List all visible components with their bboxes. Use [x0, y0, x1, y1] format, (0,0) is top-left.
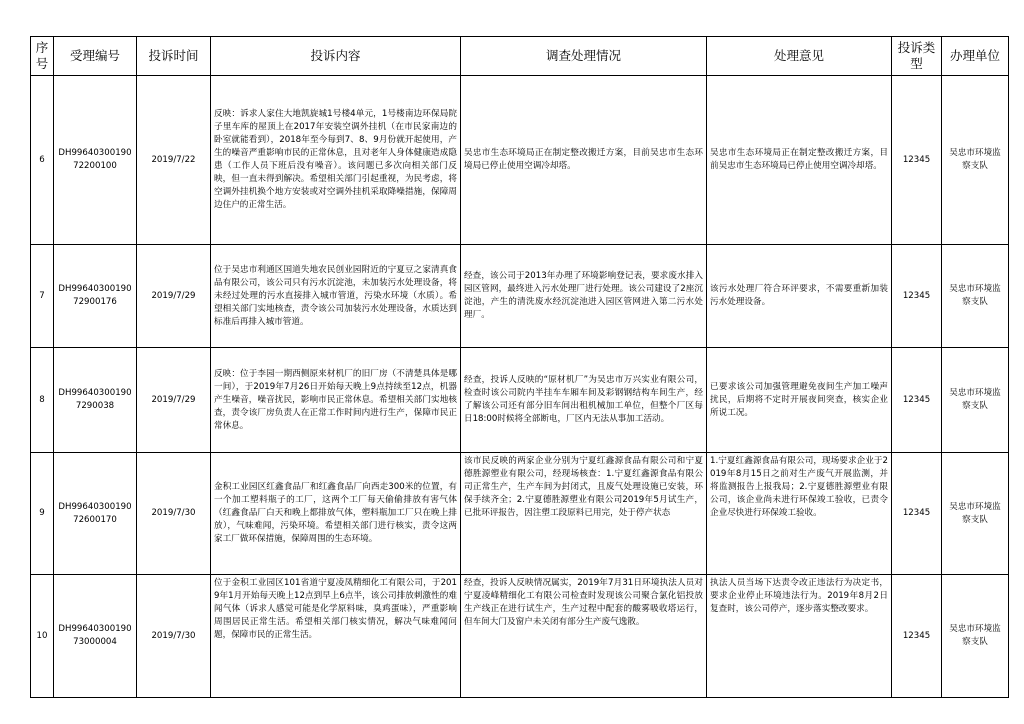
- row-unit: 吴忠市环境监察支队: [942, 245, 1009, 348]
- row-type: 12345: [892, 575, 942, 698]
- row-content: 金积工业园区红鑫食品厂和红鑫食品厂向西走300米的位置，有一个加工塑料瓶子的工厂，这两个工厂每天偷偷排放有害气体（红鑫食品厂白天和晚上都排放气体，塑料瓶加工厂只在晚上排放），气味难闻，污染环境。希望相关部门进行核实，责令这两家工厂做环保措施，保障周围的生态环境。: [211, 453, 461, 575]
- header-investigation: 调查处理情况: [461, 37, 707, 76]
- row-date: 2019/7/22: [137, 76, 211, 245]
- row-number: 10: [31, 575, 54, 698]
- row-number: 8: [31, 348, 54, 453]
- row-id: DH9964030019072900176: [54, 245, 137, 348]
- table-row: [31, 76, 1009, 245]
- row-type: 12345: [892, 348, 942, 453]
- row-opinion: 已要求该公司加强管理避免夜间生产加工噪声扰民，后期将不定时开展夜间突查，核实企业所说工况。: [707, 348, 892, 453]
- header-date: 投诉时间: [137, 37, 211, 76]
- row-opinion: 吴忠市生态环境局正在制定整改搬迁方案，目前吴忠市生态环境局已停止使用空调冷却塔。: [707, 76, 892, 245]
- row-id: DH9964030019073000004: [54, 575, 137, 698]
- complaints-table: [30, 36, 1009, 698]
- row-number: 6: [31, 76, 54, 245]
- row-investigation: 经查，投诉人反映的“原材机厂”为吴忠市万兴实业有限公司，检查时该公司院内半挂车车厢车间及彩钢钢结构车间生产，经了解该公司还有部分旧车间出租机械加工单位，但整个厂区每日18:00时候将全部断电，厂区内无法从事加工活动。: [461, 348, 707, 453]
- table-row: [31, 348, 1009, 453]
- row-type: 12345: [892, 453, 942, 575]
- row-investigation: 经查，投诉人反映情况属实，2019年7月31日环境执法人员对宁夏凌峰精细化工有限公司检查时发现该公司聚合氯化铝投放生产线正在进行试生产，生产过程中配套的酸雾吸收塔运行，但车间大门及窗户未关闭有部分生产废气逸散。: [461, 575, 707, 698]
- header-id: 受理编号: [54, 37, 137, 76]
- row-opinion: 该污水处理厂符合环评要求，不需要重新加装污水处理设备。: [707, 245, 892, 348]
- row-content: 位于金积工业园区101省道宁夏凌凤精细化工有限公司，于2019年1月开始每天晚上12点到早上6点半，该公司排放刺激性的难闻气体（诉求人感觉可能是化学原料味，臭鸡蛋味），严重影响周围居民正常生活。希望相关部门核实情况，解决气味难闻问题，保障市民的正常生活。: [211, 575, 461, 698]
- row-investigation: 该市民反映的两家企业分别为宁夏红鑫源食品有限公司和宁夏德胜源塑业有限公司，经现场核查：1.宁夏红鑫源食品有限公司正常生产，生产车间为封闭式，且废气处理设施已安装，环保手续齐全；2.宁夏德胜源塑业有限公司2019年5月试生产，已批环评报告，因注塑工段原料已用完，处于停产状态: [461, 453, 707, 575]
- row-date: 2019/7/30: [137, 575, 211, 698]
- row-number: 7: [31, 245, 54, 348]
- row-id: DH9964030019072600170: [54, 453, 137, 575]
- header-row: [31, 37, 1009, 76]
- table-row: [31, 245, 1009, 348]
- row-investigation: 吴忠市生态环境局正在制定整改搬迁方案，目前吴忠市生态环境局已停止使用空调冷却塔。: [461, 76, 707, 245]
- row-unit: 吴忠市环境监察支队: [942, 76, 1009, 245]
- row-content: 反映：位于李园一期西侧原来材机厂的旧厂房（不清楚具体是哪一间），于2019年7月26日开始每天晚上9点持续至12点，机器产生噪音，噪音扰民，影响市民正常休息。希望相关部门实地核查，责令该厂房负责人在正常工作时间内进行生产，保障市民正常休息。: [211, 348, 461, 453]
- row-type: 12345: [892, 76, 942, 245]
- row-date: 2019/7/29: [137, 245, 211, 348]
- row-unit: 吴忠市环境监察支队: [942, 575, 1009, 698]
- row-date: 2019/7/30: [137, 453, 211, 575]
- table-row: [31, 575, 1009, 698]
- row-investigation: 经查，该公司于2013年办理了环境影响登记表，要求废水排入园区管网，最终进入污水处理厂进行处理。该公司建设了2座沉淀池，产生的清洗废水经沉淀池进入园区管网进入第二污水处理厂。: [461, 245, 707, 348]
- header-unit: 办理单位: [942, 37, 1009, 76]
- row-date: 2019/7/29: [137, 348, 211, 453]
- row-id: DH9964030019072200100: [54, 76, 137, 245]
- row-unit: 吴忠市环境监察支队: [942, 348, 1009, 453]
- row-content: 位于吴忠市利通区国道失地农民创业园附近的宁夏豆之家清真食品有限公司，该公司只有污水沉淀池，未加装污水处理设备，将未经过处理的污水直接排入城市管道，污染水环境（水质）。希望相关部门实地核查，责令该公司加装污水处理设备，水质达到标准后再排入城市管道。: [211, 245, 461, 348]
- table-row: [31, 453, 1009, 575]
- row-unit: 吴忠市环境监察支队: [942, 453, 1009, 575]
- row-opinion: 执法人员当场下达责令改正违法行为决定书，要求企业停止环境违法行为。2019年8月2日复查时，该公司停产，逐步落实整改要求。: [707, 575, 892, 698]
- header-no: 序号: [31, 37, 54, 76]
- row-opinion: 1.宁夏红鑫源食品有限公司，现场要求企业于2019年8月15日之前对生产废气开展监测，并将监测报告上报我局；2.宁夏德胜源塑业有限公司，该企业尚未进行环保竣工验收，已责令企业尽快进行环保竣工验收。: [707, 453, 892, 575]
- header-type: 投诉类型: [892, 37, 942, 76]
- row-content: 反映：诉求人家住大地凯旋城1号楼4单元，1号楼南边环保局院子里车库的屋顶上在2017年安装空调外挂机（在市民家南边的卧室就能看到），2018年至今每到7、8、9月份就开起使用，产生的噪音严重影响市民的正常休息，且对老年人身体健康造成隐患（工作人员下班后没有噪音）。该问题已多次向相关部门反映，但一直未得到解决。希望相关部门引起重视，为民考虑，将空调外挂机换个地方安装或对空调外挂机采取降噪措施，保障周边住户的正常生活。: [211, 76, 461, 245]
- header-opinion: 处理意见: [707, 37, 892, 76]
- header-content: 投诉内容: [211, 37, 461, 76]
- row-type: 12345: [892, 245, 942, 348]
- row-id: DH996403001907290038: [54, 348, 137, 453]
- row-number: 9: [31, 453, 54, 575]
